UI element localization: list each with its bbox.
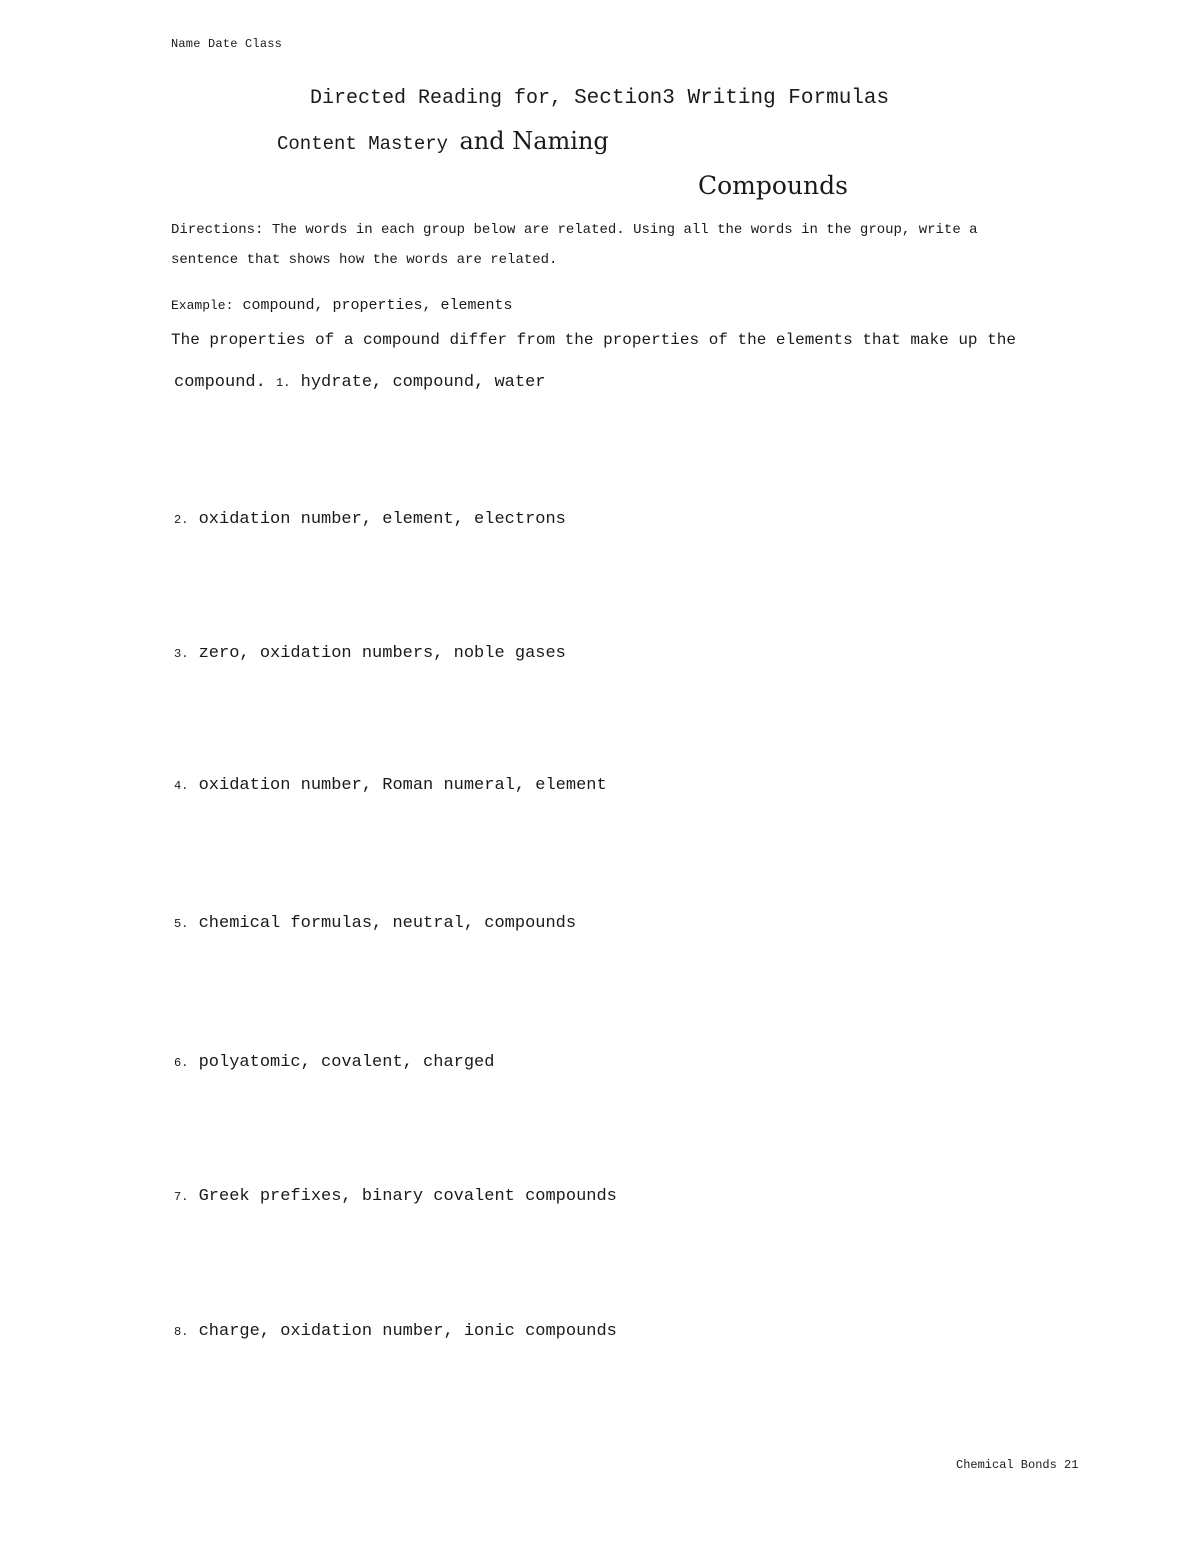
example-answer-line-1: The properties of a compound differ from the properties of the elements that make up the bbox=[171, 331, 1016, 349]
item-number: 5. bbox=[174, 917, 189, 931]
directions-text-line-2: sentence that shows how the words are related. bbox=[171, 252, 558, 268]
list-item bbox=[174, 510, 566, 529]
item-number: 2. bbox=[174, 513, 189, 527]
example-prompt bbox=[171, 297, 512, 314]
worksheet-title-line-1 bbox=[310, 87, 889, 110]
title-and-naming: and Naming bbox=[459, 127, 609, 155]
list-item bbox=[174, 1053, 494, 1072]
example-answer-end: compound. bbox=[174, 373, 266, 392]
list-item bbox=[174, 1187, 617, 1206]
item-words: oxidation number, element, electrons bbox=[198, 510, 566, 529]
list-item bbox=[174, 1322, 617, 1341]
title-section: Section3 Writing Formulas bbox=[574, 87, 890, 110]
list-item bbox=[174, 776, 607, 795]
item-words: polyatomic, covalent, charged bbox=[198, 1053, 495, 1072]
item-number: 4. bbox=[174, 779, 189, 793]
title-compounds: Compounds bbox=[698, 171, 848, 200]
title-content-mastery: Content Mastery bbox=[277, 133, 449, 155]
example-answer-line-2-and-item-1 bbox=[174, 373, 545, 392]
item-words: chemical formulas, neutral, compounds bbox=[198, 914, 577, 933]
name-date-class-header: Name Date Class bbox=[171, 37, 283, 51]
example-label: Example: bbox=[171, 298, 234, 313]
item-words: hydrate, compound, water bbox=[300, 373, 546, 392]
page-footer: Chemical Bonds 21 bbox=[956, 1458, 1079, 1472]
directions-text-line-1: Directions: The words in each group below are related. Using all the words in the group, write a bbox=[171, 222, 978, 238]
list-item bbox=[174, 644, 566, 663]
item-words: Greek prefixes, binary covalent compounds bbox=[198, 1187, 617, 1206]
worksheet-title-line-2 bbox=[277, 127, 609, 155]
list-item bbox=[174, 914, 576, 933]
item-number: 1. bbox=[276, 376, 291, 390]
item-words: oxidation number, Roman numeral, element bbox=[198, 776, 607, 795]
item-number: 8. bbox=[174, 1325, 189, 1339]
item-number: 7. bbox=[174, 1190, 189, 1204]
example-words: compound, properties, elements bbox=[242, 297, 513, 314]
item-number: 6. bbox=[174, 1056, 189, 1070]
title-directed-reading: Directed Reading for, bbox=[310, 87, 563, 110]
item-number: 3. bbox=[174, 647, 189, 661]
item-words: zero, oxidation numbers, noble gases bbox=[198, 644, 566, 663]
item-words: charge, oxidation number, ionic compounds bbox=[198, 1322, 617, 1341]
